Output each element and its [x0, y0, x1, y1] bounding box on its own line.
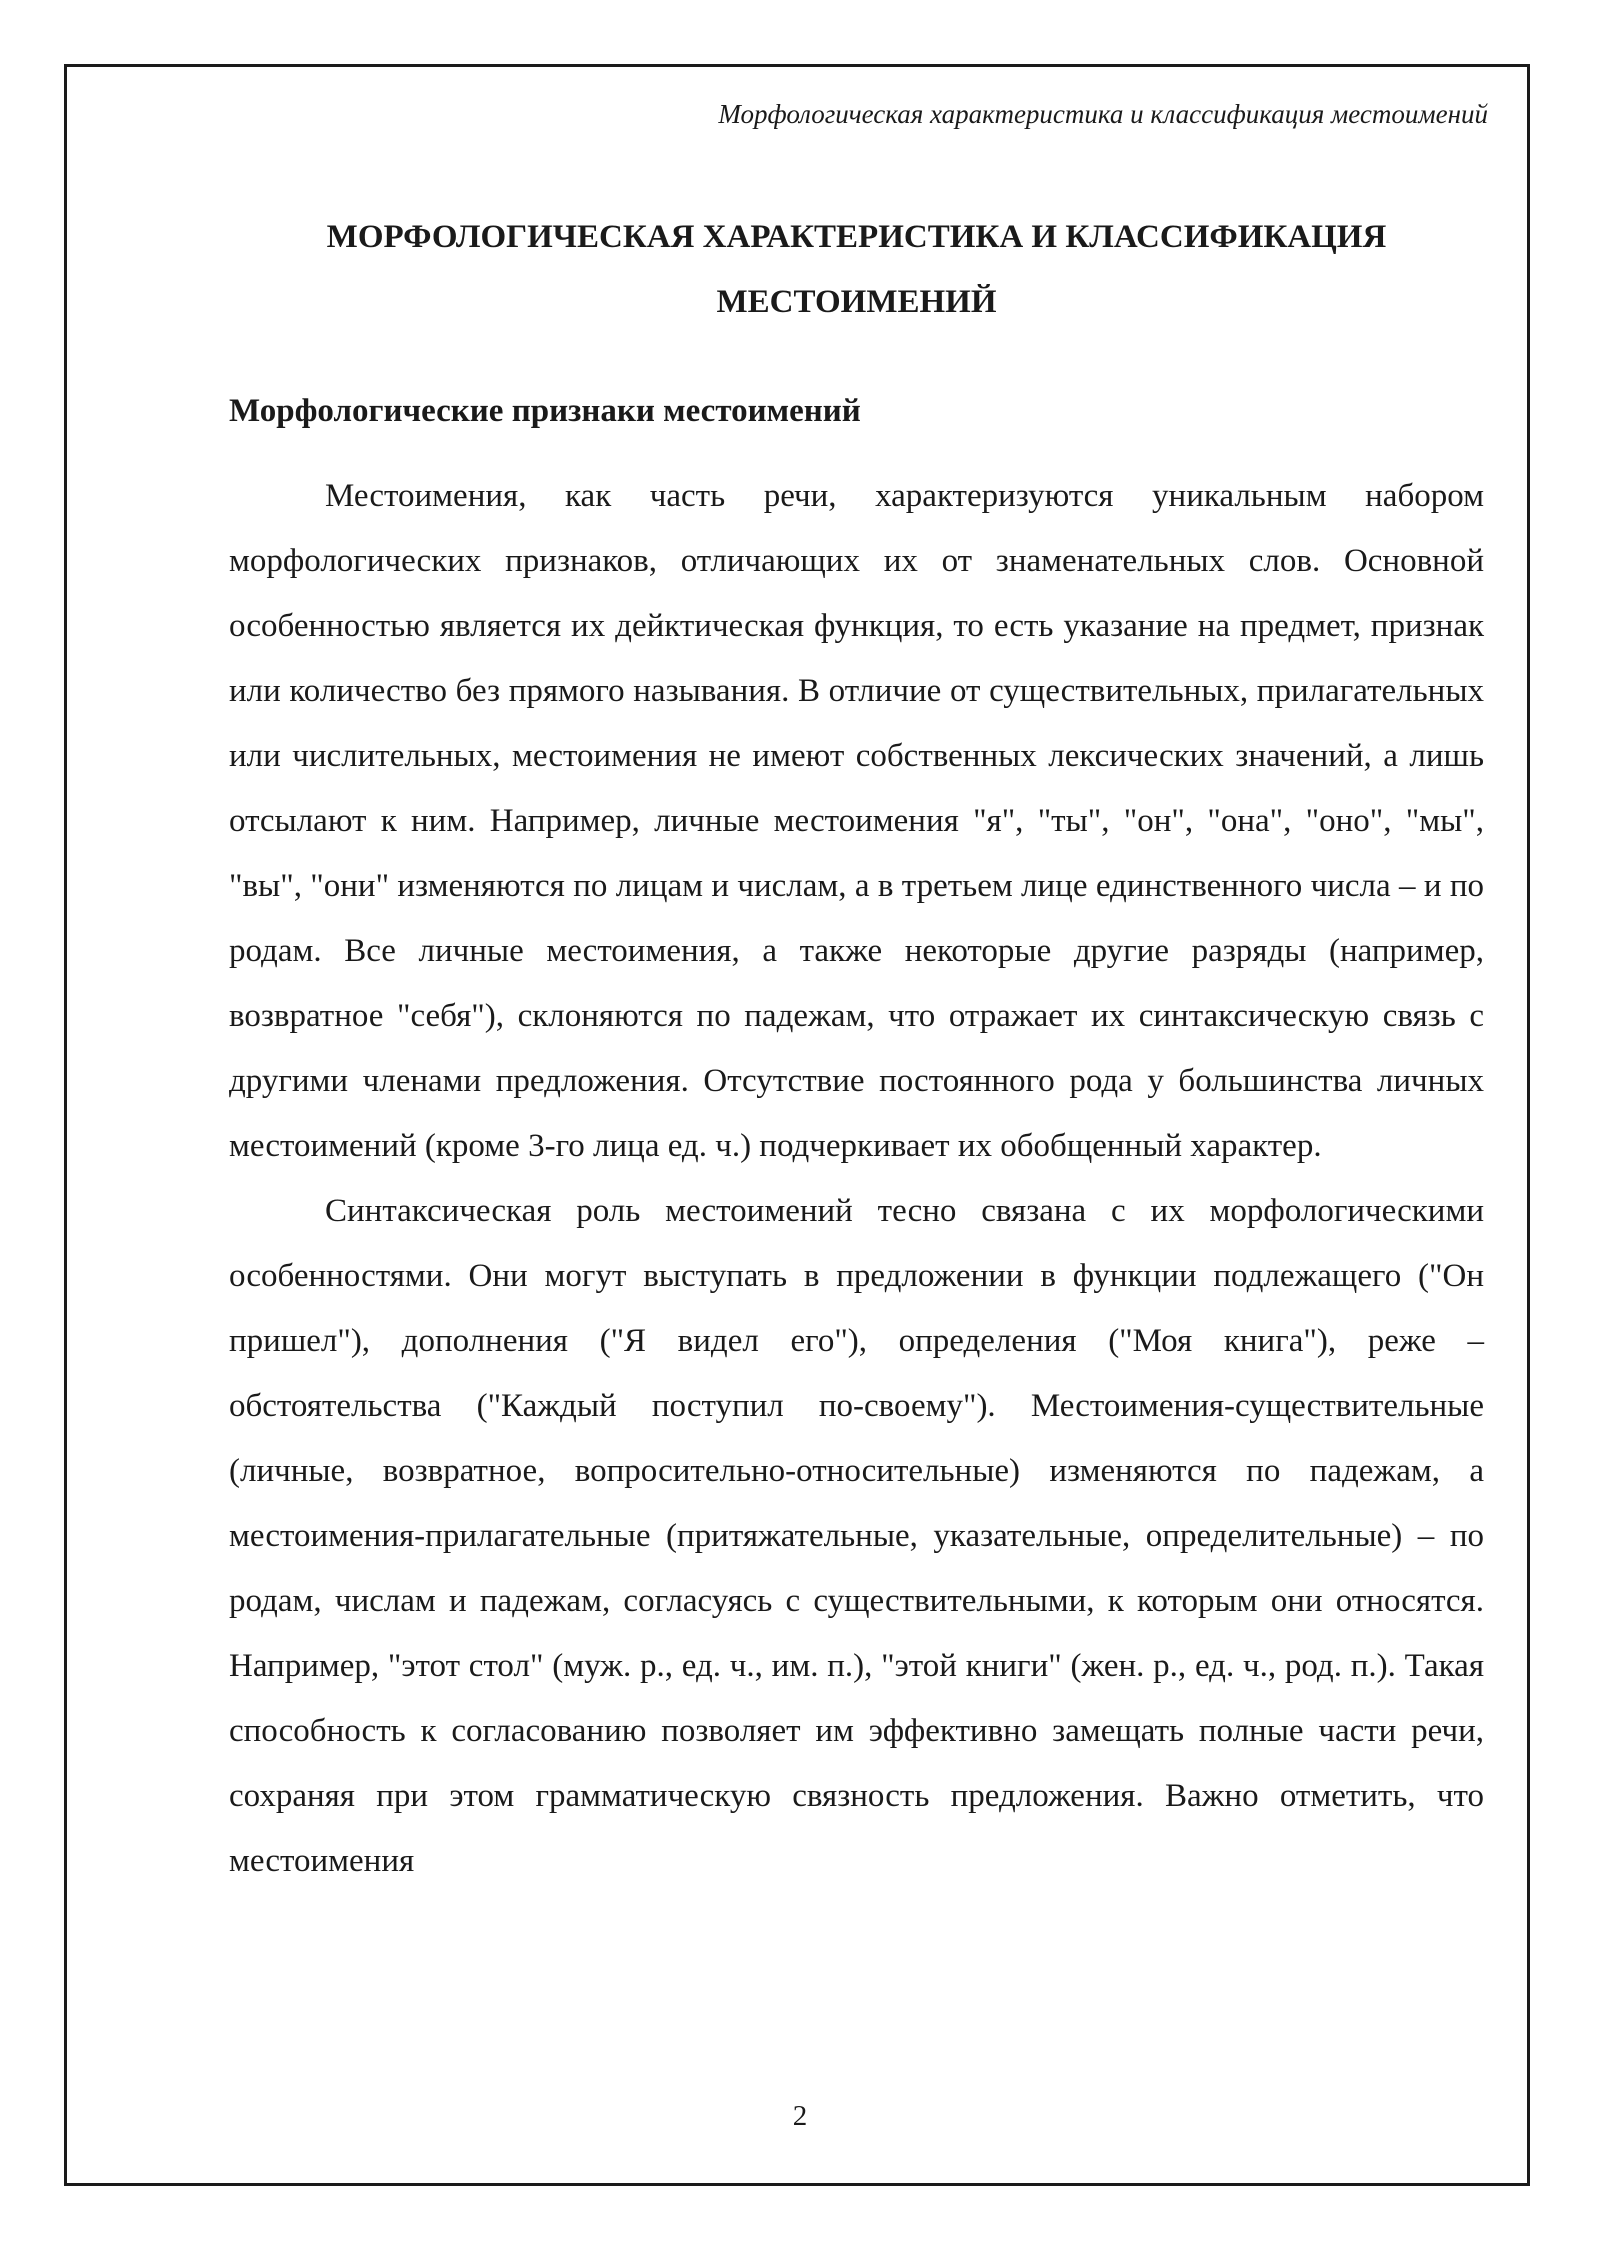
paragraph-2: Синтаксическая роль местоимений тесно связана с их морфологическими особенностями. Они могут выступать в предложении в функции подлежащего ("Он пришел"), дополнения ("Я видел его"), определения ("Моя книга"), реже – обстоятельства ("Каждый поступил по-своему"). Местоимения-существительные (личные, возвратное, вопросительно-относительные) изменяются по падежам, а местоимения-прилагательные (притяжательные, указательные, определительные) – по родам, числам и падежам, согласуясь с существительными, к которым они относятся. Например, "этот стол" (муж. р., ед. ч., им. п.), "этой книги" (жен. р., ед. ч., род. п.). Такая способность к согласованию позволяет им эффективно замещать полные части речи, сохраняя при этом грамматическую связность предложения. Важно отметить, что местоимения [229, 1193, 1484, 1879]
title-line-1: МОРФОЛОГИЧЕСКАЯ ХАРАКТЕРИСТИКА И КЛАССИФИКАЦИЯ [326, 219, 1387, 255]
running-header: Морфологическая характеристика и классификация местоимений [718, 99, 1488, 129]
body-text [229, 464, 1484, 1894]
paragraph-1: Местоимения, как часть речи, характеризуются уникальным набором морфологических признаков, отличающих их от знаменательных слов. Основной особенностью является их дейктическая функция, то есть указание на предмет, признак или количество без прямого называния. В отличие от существительных, прилагательных или числительных, местоимения не имеют собственных лексических значений, а лишь отсылают к ним. Например, личные местоимения "я", "ты", "он", "она", "оно", "мы", "вы", "они" изменяются по лицам и числам, а в третьем лице единственного числа – и по родам. Все личные местоимения, а также некоторые другие разряды (например, возвратное "себя"), склоняются по падежам, что отражает их синтаксическую связь с другими членами предложения. Отсутствие постоянного рода у большинства личных местоимений (кроме 3-го лица ед. ч.) подчеркивает их обобщенный характер. [229, 478, 1484, 1164]
page-number: 2 [792, 2100, 808, 2132]
section-heading: Морфологические признаки местоимений [229, 393, 861, 429]
document-title [229, 205, 1484, 335]
title-line-2: МЕСТОИМЕНИЙ [716, 284, 997, 320]
